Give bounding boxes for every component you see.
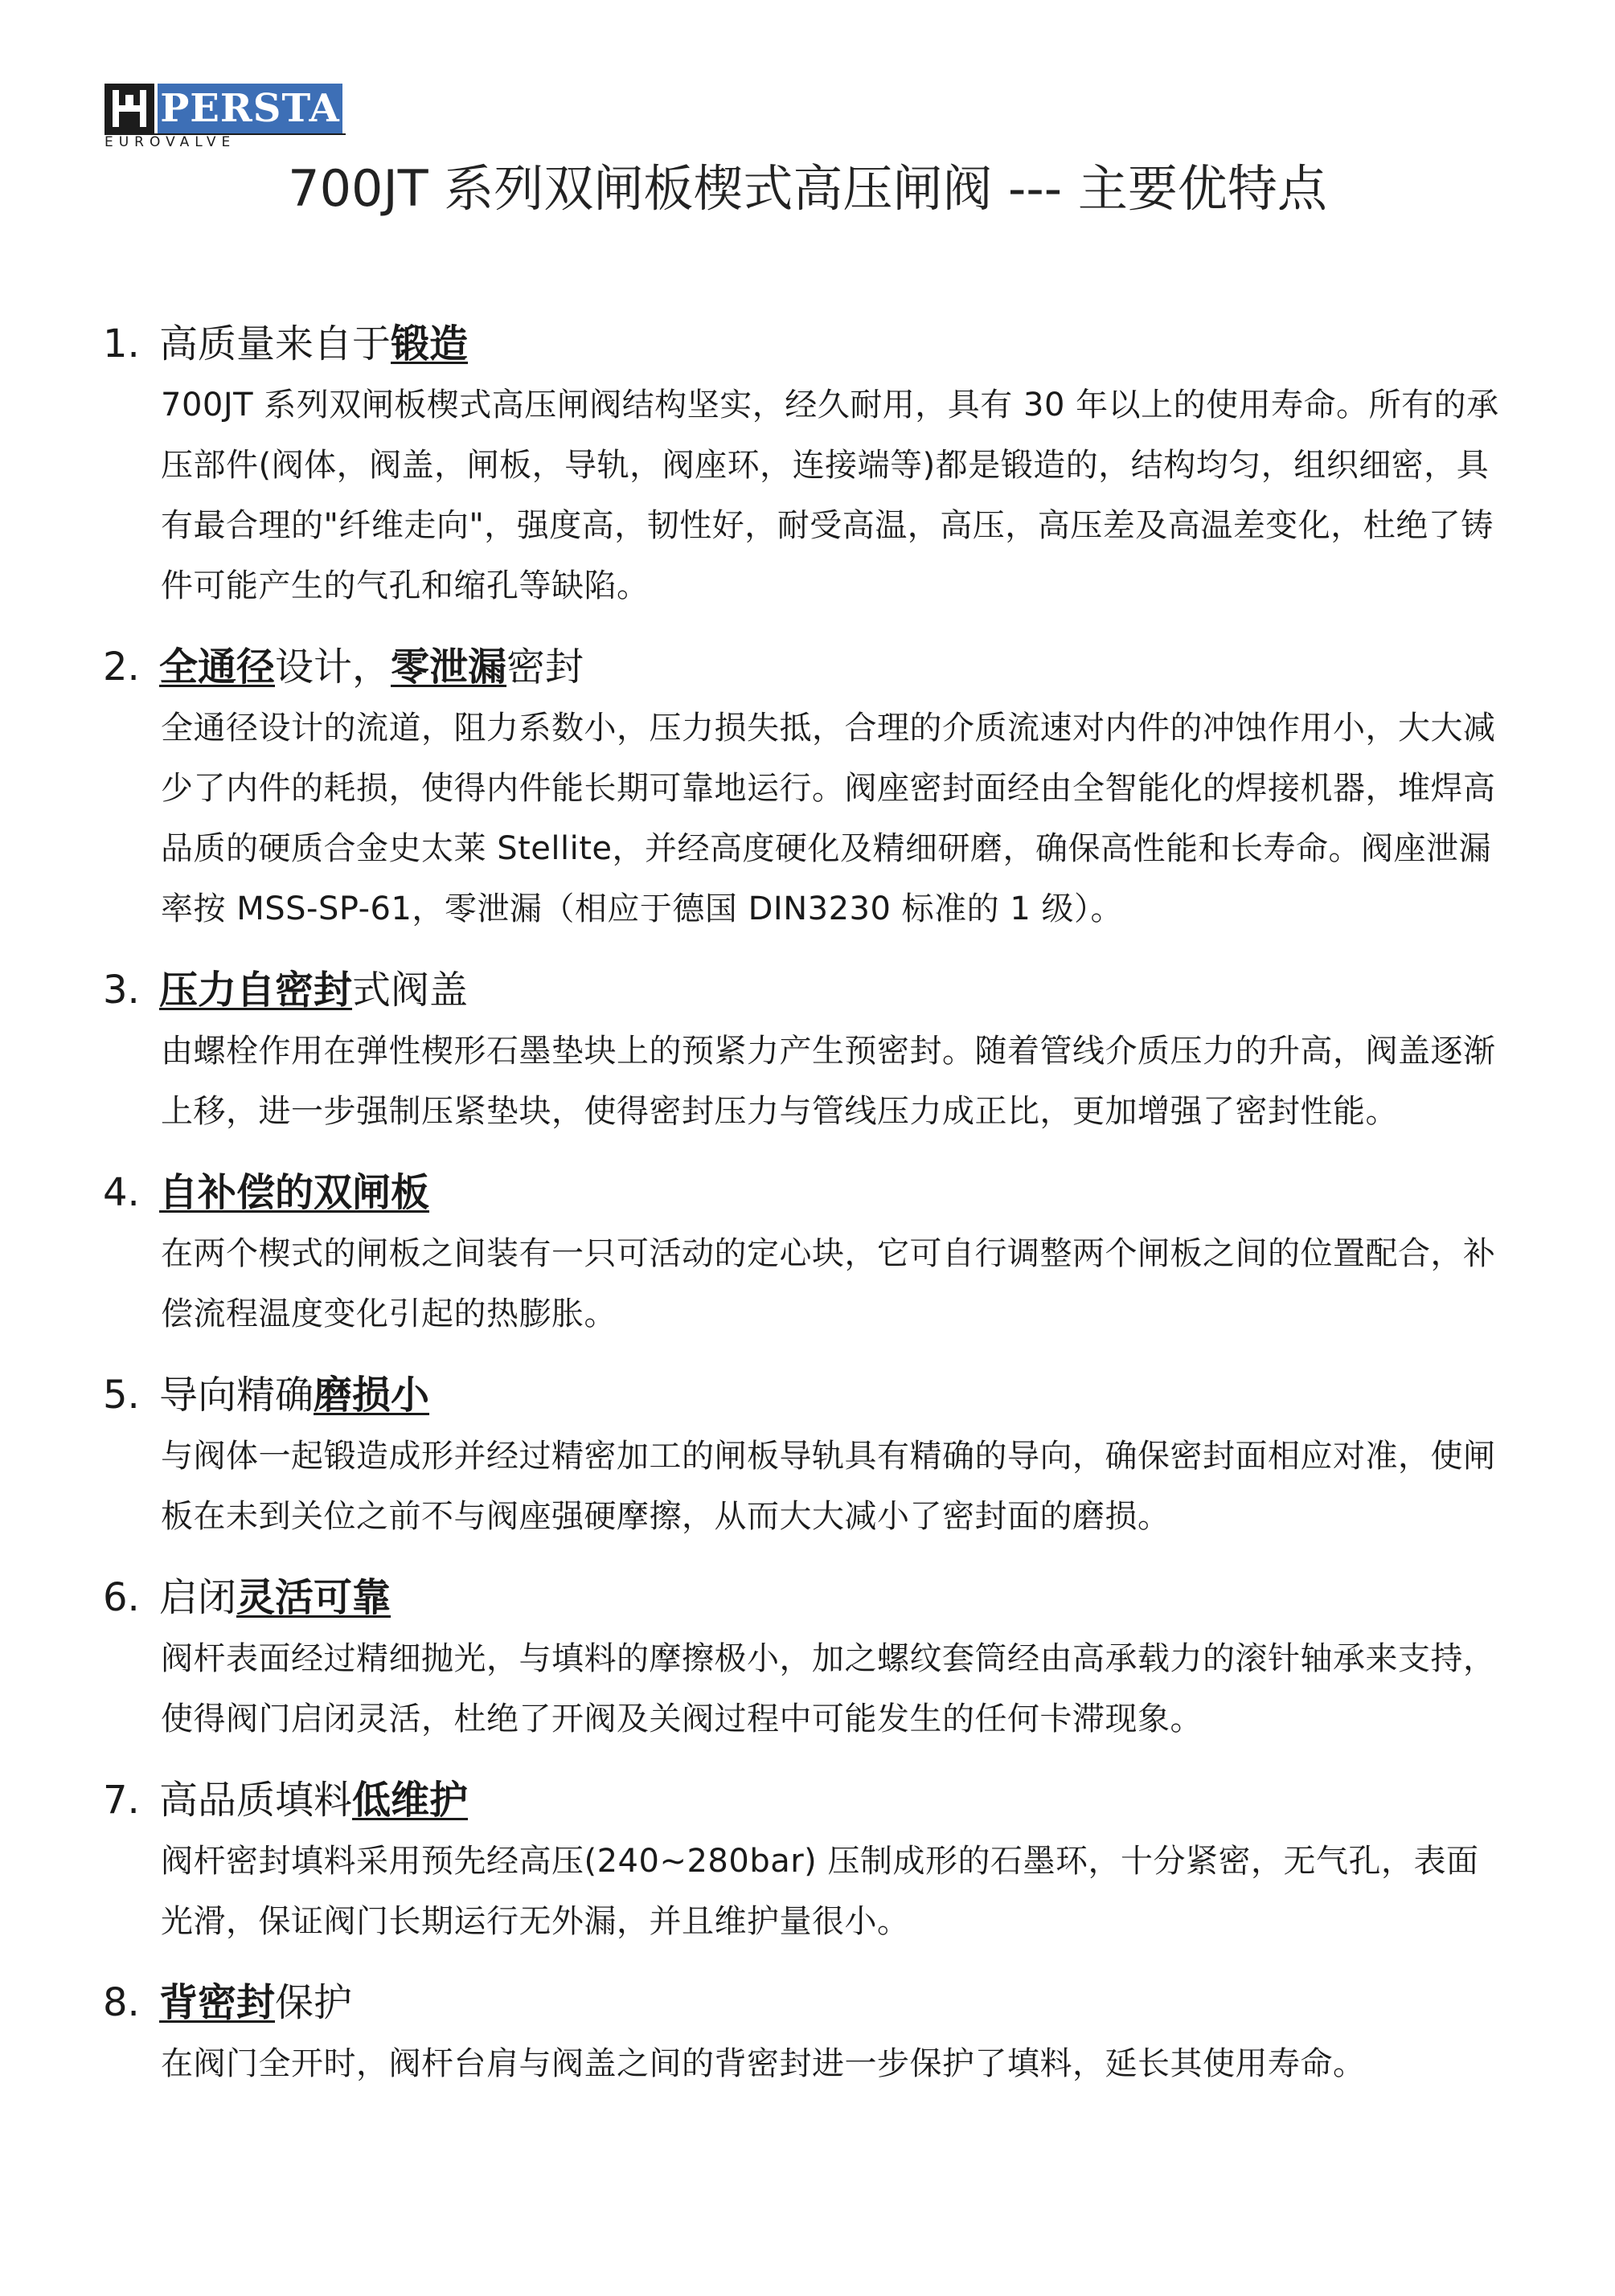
heading-highlight: 全通径 (159, 645, 276, 690)
feature-section (103, 317, 1518, 616)
section-number: 5. (103, 1373, 140, 1418)
section-heading (103, 317, 1518, 370)
feature-list (103, 317, 1518, 2118)
section-number: 4. (103, 1170, 140, 1215)
section-number: 3. (103, 968, 140, 1013)
feature-section (103, 1774, 1518, 1952)
feature-section (103, 1166, 1518, 1344)
heading-suffix: 保护 (275, 1980, 353, 2025)
heading-highlight: 灵活可靠 (236, 1575, 391, 1620)
feature-section (103, 1571, 1518, 1750)
section-heading (103, 1369, 1518, 1422)
section-body: 阀杆表面经过精细抛光，与填料的摩擦极小，加之螺纹套筒经由高承载力的滚针轴承来支持，使得阀门启闭灵活，杜绝了开阀及关阀过程中可能发生的任何卡滞现象。 (161, 1640, 1496, 1737)
feature-section (103, 964, 1518, 1142)
section-heading (103, 641, 1518, 694)
feature-section (103, 641, 1518, 939)
section-number: 6. (103, 1575, 140, 1620)
page-title: 700JT 系列双闸板楔式高压闸阀 --- 主要优特点 (288, 159, 1327, 218)
section-number: 1. (103, 321, 140, 366)
heading-highlight: 压力自密封 (159, 968, 353, 1013)
valve-logo-icon (105, 84, 154, 133)
section-body: 与阀体一起锻造成形并经过精密加工的闸板导轨具有精确的导向，确保密封面相应对准，使闸板在未到关位之前不与阀座强硬摩擦，从而大大减小了密封面的磨损。 (161, 1438, 1496, 1535)
heading-highlight-2: 零泄漏 (391, 645, 507, 690)
heading-text: 高品质填料 (159, 1778, 353, 1823)
logo-brand: PERSTA (158, 84, 342, 133)
section-heading (103, 1166, 1518, 1219)
section-body: 由螺栓作用在弹性楔形石墨垫块上的预紧力产生预密封。随着管线介质压力的升高，阀盖逐渐上移，进一步强制压紧垫块，使得密封压力与管线压力成正比，更加增强了密封性能。 (161, 1033, 1496, 1130)
section-heading (103, 1774, 1518, 1827)
heading-highlight: 低维护 (352, 1778, 469, 1823)
heading-text: 启闭 (159, 1575, 237, 1620)
heading-text: 高质量来自于 (159, 321, 391, 366)
section-number: 8. (103, 1980, 140, 2025)
section-body: 在两个楔式的闸板之间装有一只可活动的定心块，它可自行调整两个闸板之间的位置配合，补偿流程温度变化引起的热膨胀。 (161, 1235, 1496, 1332)
heading-suffix: 密封 (506, 645, 584, 690)
section-heading (103, 964, 1518, 1017)
section-heading (103, 1571, 1518, 1624)
heading-highlight: 锻造 (391, 321, 469, 366)
heading-suffix: 式阀盖 (352, 968, 469, 1013)
section-number: 2. (103, 645, 140, 690)
logo (105, 84, 346, 148)
section-number: 7. (103, 1778, 140, 1823)
section-body: 全通径设计的流道，阻力系数小，压力损失抵，合理的介质流速对内件的冲蚀作用小，大大减少了内件的耗损，使得内件能长期可靠地运行。阀座密封面经由全智能化的焊接机器，堆焊高品质的硬质合金史太莱 Stellite，并经高度硬化及精细研磨，确保高性能和长寿命。阀座泄漏率按 MSS-SP-61，零泄漏（相应于德国 DIN3230 标准的 1 级）。 (161, 710, 1496, 927)
heading-highlight: 磨损小 (314, 1373, 430, 1418)
feature-section (103, 1369, 1518, 1547)
section-heading (103, 1976, 1518, 2029)
heading-highlight: 背密封 (159, 1980, 276, 2025)
heading-highlight: 自补偿的双闸板 (159, 1170, 430, 1215)
section-body: 700JT 系列双闸板楔式高压闸阀结构坚实，经久耐用，具有 30 年以上的使用寿命。所有的承压部件(阀体，阀盖，闸板，导轨，阀座环，连接端等)都是锻造的，结构均匀，组织细密，具有最合理的"纤维走向"，强度高，韧性好，耐受高温，高压，高压差及高温差变化，杜绝了铸件可能产生的气孔和缩孔等缺陷。 (161, 387, 1499, 604)
section-body: 在阀门全开时，阀杆台肩与阀盖之间的背密封进一步保护了填料，延长其使用寿命。 (161, 2045, 1366, 2082)
logo-tagline: EUROVALVE (105, 133, 346, 149)
heading-text: 设计， (275, 645, 391, 690)
feature-section (103, 1976, 1518, 2094)
section-body: 阀杆密封填料采用预先经高压(240~280bar) 压制成形的石墨环，十分紧密，无气孔，表面光滑，保证阀门长期运行无外漏，并且维护量很小。 (161, 1843, 1479, 1940)
heading-text: 导向精确 (159, 1373, 314, 1418)
